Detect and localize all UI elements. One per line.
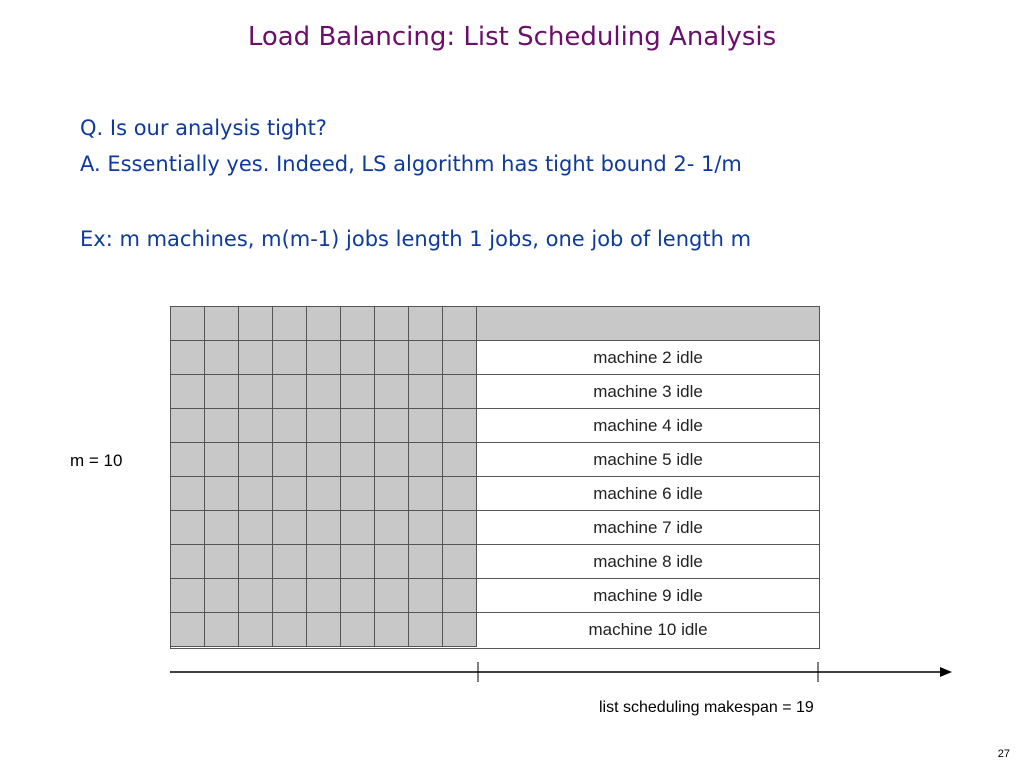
idle-label: machine 9 idle bbox=[593, 586, 703, 605]
idle-label: machine 8 idle bbox=[593, 552, 703, 571]
question-text: Q. Is our analysis tight? bbox=[80, 116, 327, 140]
makespan-label: list scheduling makespan = 19 bbox=[599, 699, 814, 716]
slide-title: Load Balancing: List Scheduling Analysis bbox=[247, 22, 777, 52]
machine-count-label: m = 10 bbox=[70, 451, 123, 470]
idle-label: machine 7 idle bbox=[593, 518, 703, 537]
idle-label: machine 5 idle bbox=[593, 450, 703, 469]
idle-label: machine 2 idle bbox=[593, 348, 703, 367]
idle-label: machine 4 idle bbox=[593, 416, 703, 435]
idle-label: machine 10 idle bbox=[588, 620, 708, 639]
idle-label: machine 6 idle bbox=[593, 484, 703, 503]
page-number: 27 bbox=[997, 748, 1010, 760]
idle-label: machine 3 idle bbox=[593, 382, 703, 401]
axis-arrowhead bbox=[940, 667, 952, 677]
example-text: Ex: m machines, m(m-1) jobs length 1 jobs, one job of length m bbox=[80, 227, 752, 251]
answer-text: A. Essentially yes. Indeed, LS algorithm has tight bound 2- 1/m bbox=[80, 152, 742, 176]
